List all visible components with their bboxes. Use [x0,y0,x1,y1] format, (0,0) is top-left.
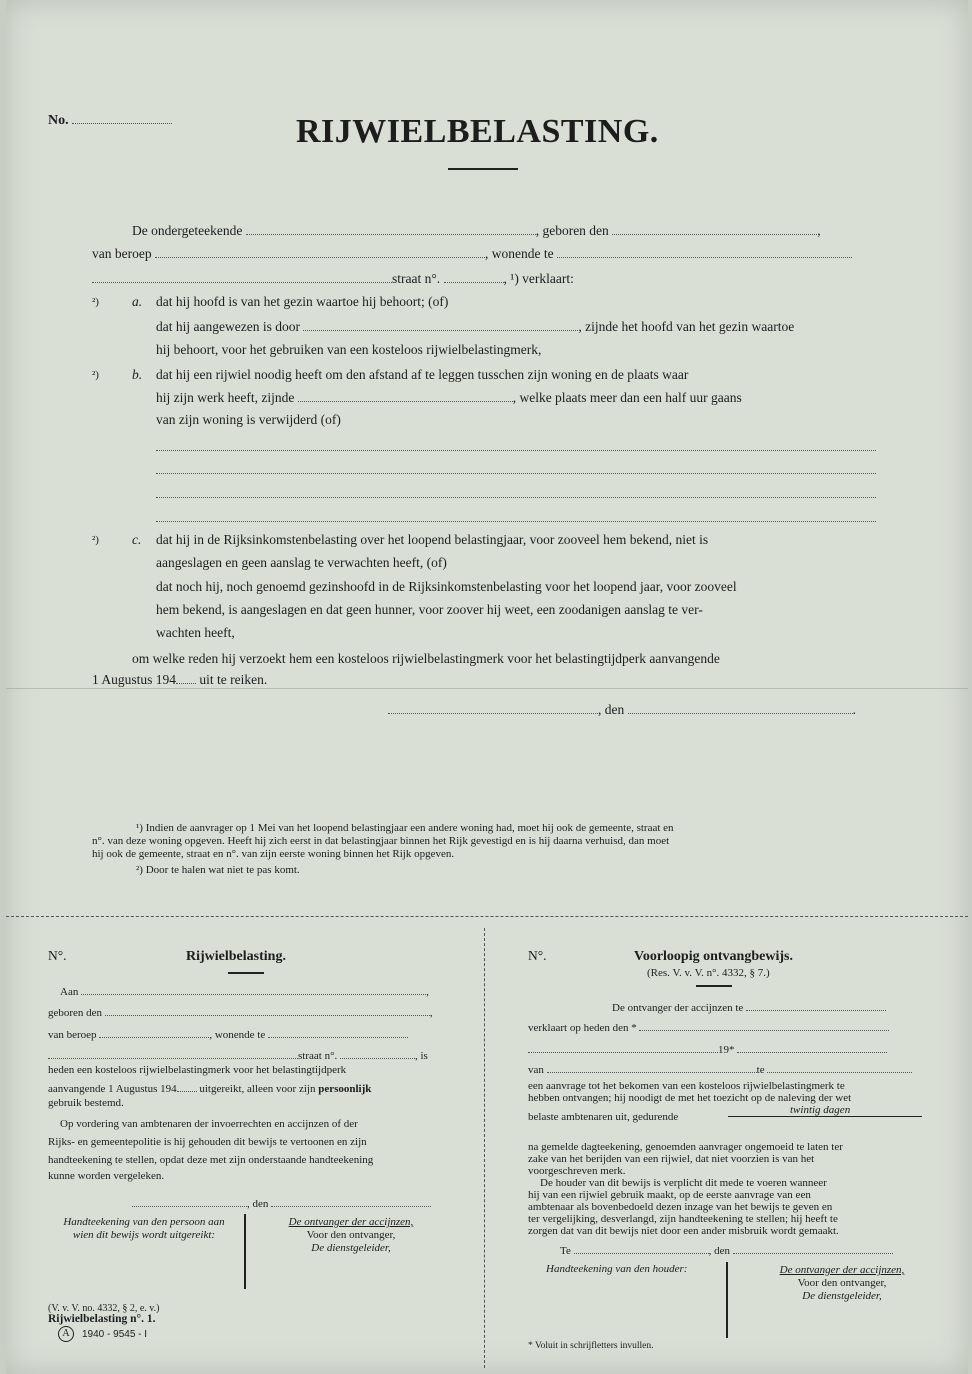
print-code: 1940 - 9545 - I [82,1329,148,1340]
blank-line [156,463,876,474]
fold-line [6,688,968,689]
declarant-line: De ondergeteekende , geboren den , [132,223,821,238]
left-text-4: Op vordering van ambtenaren der invoerrechten en accijnzen of der [60,1118,358,1130]
left-geboren-line: geboren den , [48,1007,433,1019]
right-date-line: Te , den [560,1243,893,1258]
footnote-ref: ²) [92,296,99,308]
left-aan-line: Aan , [60,986,429,998]
right-line-4: van te [528,1062,912,1077]
right-text-6: hebben ontvangen; hij noodigt de met het toezicht op de naleving der wet [528,1092,852,1104]
left-text-1: heden een kosteloos rijwielbelastingmerk voor het belastingtijdperk [48,1064,347,1076]
right-text-5: een aanvrage tot het bekomen van een kosteloos rijwielbelastingmerk te [528,1080,845,1092]
left-text-3: gebruik bestemd. [48,1097,124,1109]
right-line-3: 19* [528,1042,887,1057]
footnote-1: ¹) Indien de aanvrager op 1 Mei van het loopend belastingjaar een andere woning had, moet hij ook de gemeente, straat en n°. van deze woning opgeven. Heeft hij zich eerst in dat belastingjaar binnen het Rijk gevestigd en is hij daarna verhuisd, dan moet hij ook de gemeente, straat en n°. van zijn eerste woning binnen het Rijk opgeven. [92,822,674,860]
footnote-ref: ²) [92,534,99,546]
clause-b-label: b. [132,367,143,382]
clause-c-line4: hem bekend, is aangeslagen en dat geen hunner, voor zoover hij weet, een zoodanigen aanslag te ver- [156,602,703,617]
right-slip-subtitle: (Res. V. v. V. n°. 4332, § 7.) [647,967,770,979]
clause-c-line2: aangeslagen en geen aanslag te verwachten heeft, (of) [156,555,447,570]
left-signature-caption: Handteekening van den persoon aan wien dit bewijs wordt uitgereikt: [63,1216,225,1241]
footnote-2: ²) Door te halen wat niet te pas komt. [136,864,300,876]
form-sheet [6,0,968,1374]
right-slip-number: N°. [528,948,547,963]
clause-c-line5: wachten heeft, [156,625,235,640]
blank-line [156,440,876,451]
title-rule [448,168,518,170]
left-text-5: Rijks- en gemeentepolitie is hij gehouden dit bewijs te vertoonen en zijn [48,1136,367,1148]
duration-text: twintig dagen [790,1104,851,1116]
left-form-number: Rijwielbelasting n°. 1. [48,1313,156,1325]
right-text-7: belaste ambtenaren uit, gedurende [528,1111,679,1123]
right-text-9: zake van het berijden van een rijwiel, dat niet voorzien is van het [528,1153,815,1165]
right-line-2: verklaart op heden den * [528,1020,889,1035]
request-line2: 1 Augustus 194 uit te reiken. [92,672,268,687]
left-reference: (V. v. V. no. 4332, § 2, e. v.) [48,1303,160,1314]
page-title: RIJWIELBELASTING. [296,113,659,150]
right-text-10: voorgeschreven merk. [528,1165,626,1177]
right-text-14: ter vergelijking, desverlangd, zijn handteekening te stellen; hij heeft te [528,1213,838,1225]
left-straat-line: straat n°. , is [48,1048,428,1063]
left-beroep-line: van beroep , wonende te [48,1027,408,1042]
clause-a-label: a. [132,294,143,309]
number-label: No. [48,113,172,129]
footnote-ref: ²) [92,369,99,381]
perforation-line [6,916,968,917]
right-slip-title: Voorloopig ontvangbewijs. [634,949,793,964]
right-line-1: De ontvanger der accijnzen te [612,1000,886,1015]
clause-b-line1: dat hij een rijwiel noodig heeft om den afstand af te leggen tusschen zijn woning en de plaats waar [156,367,689,382]
perforation-vertical [484,928,485,1368]
title-rule [696,985,732,987]
right-text-8: na gemelde dagteekening, genoemden aanvrager ongemoeid te laten ter [528,1141,843,1153]
right-signature-caption: Handteekening van den houder: [546,1263,688,1275]
clause-a-line2: dat hij aangewezen is door , zijnde het hoofd van het gezin waartoe [156,319,795,334]
clause-b-line2: hij zijn werk heeft, zijnde , welke plaats meer dan een half uur gaans [156,390,742,405]
right-text-15: zorgen dat van dit bewijs niet door een ander misbruik wordt gemaakt. [528,1225,839,1237]
profession-line: van beroep , wonende te [92,246,852,262]
blank-line [156,487,876,498]
clause-b-line3: van zijn woning is verwijderd (of) [156,412,341,427]
right-receiver-block: De ontvanger der accijnzen, Voor den ontvanger, De dienstgeleider, [779,1264,905,1302]
printer-mark-icon: A [58,1326,74,1342]
date-line: , den . [388,702,856,718]
blank-line [156,511,876,522]
left-text-2: aanvangende 1 Augustus 194 uitgereikt, alleen voor zijn persoonlijk [48,1083,372,1095]
left-text-7: kunne worden vergeleken. [48,1170,165,1182]
signature-divider [726,1262,728,1338]
street-line: straat n°. , ¹) verklaart: [92,271,574,287]
request-line: om welke reden hij verzoekt hem een kosteloos rijwielbelastingmerk voor het belastingtijdperk aanvangende [132,651,720,666]
right-note: * Voluit in schrijfletters invullen. [528,1341,654,1351]
left-slip-number: N°. [48,948,67,963]
clause-c-line3: dat noch hij, noch genoemd gezinshoofd in de Rijksinkomstenbelasting voor het loopend jaar, voor zooveel [156,579,737,594]
clause-c-line1: dat hij in de Rijksinkomstenbelasting over het loopend belastingjaar, voor zooveel hem bekend, niet is [156,532,709,547]
left-date-line: , den [132,1196,431,1211]
left-slip-title: Rijwielbelasting. [186,949,286,964]
clause-a-line3: hij behoort, voor het gebruiken van een kosteloos rijwielbelastingmerk, [156,342,542,357]
left-receiver-block: De ontvanger der accijnzen, Voor den ontvanger, De dienstgeleider, [288,1216,414,1254]
right-text-12: hij van een rijwiel gebruik maakt, op de eerste aanvrage van een [528,1189,811,1201]
left-text-6: handteekening te stellen, opdat deze met zijn onderstaande handteekening [48,1154,374,1166]
clause-a-line1: dat hij hoofd is van het gezin waartoe hij behoort; (of) [156,294,449,309]
title-rule [228,972,264,974]
clause-c-label: c. [132,532,142,547]
right-text-13: ambtenaar als bovenbedoeld dezen inzage van het bewijs te geven en [528,1201,833,1213]
right-text-11: De houder van dit bewijs is verplicht dit mede te voeren wanneer [540,1177,827,1189]
